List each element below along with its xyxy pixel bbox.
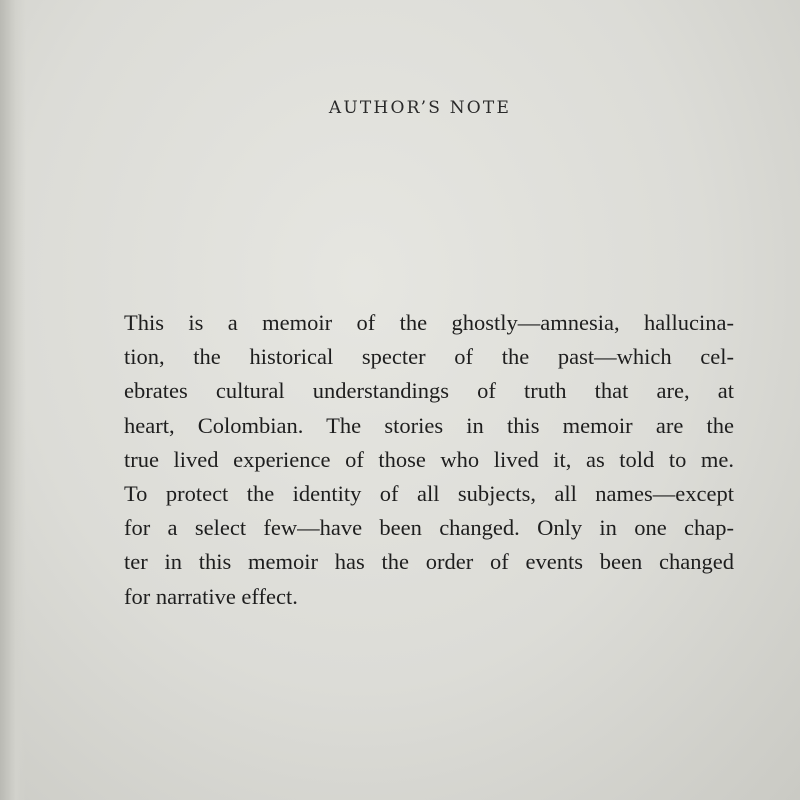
paragraph-line: ebrates cultural understandings of truth that are, at [124, 378, 734, 404]
paragraph-line-last: for narrative effect. [124, 583, 298, 609]
paragraph-line: ter in this memoir has the order of events been changed [124, 549, 734, 575]
paragraph-line: This is a memoir of the ghostly—amnesia, hallucina- [124, 310, 734, 335]
paragraph-line: heart, Colombian. The stories in this memoir are the [124, 412, 734, 438]
page-heading: AUTHOR’S NOTE [328, 98, 512, 118]
author-note-paragraph [124, 306, 734, 614]
paragraph-line: for a select few—have been changed. Only in one chap- [124, 515, 734, 541]
paragraph-line: tion, the historical specter of the past—which cel- [124, 344, 734, 370]
paragraph-line: To protect the identity of all subjects, all names—except [124, 481, 734, 507]
paragraph-line: true lived experience of those who lived it, as told to me. [124, 446, 734, 472]
page-gutter-shadow [0, 0, 26, 800]
